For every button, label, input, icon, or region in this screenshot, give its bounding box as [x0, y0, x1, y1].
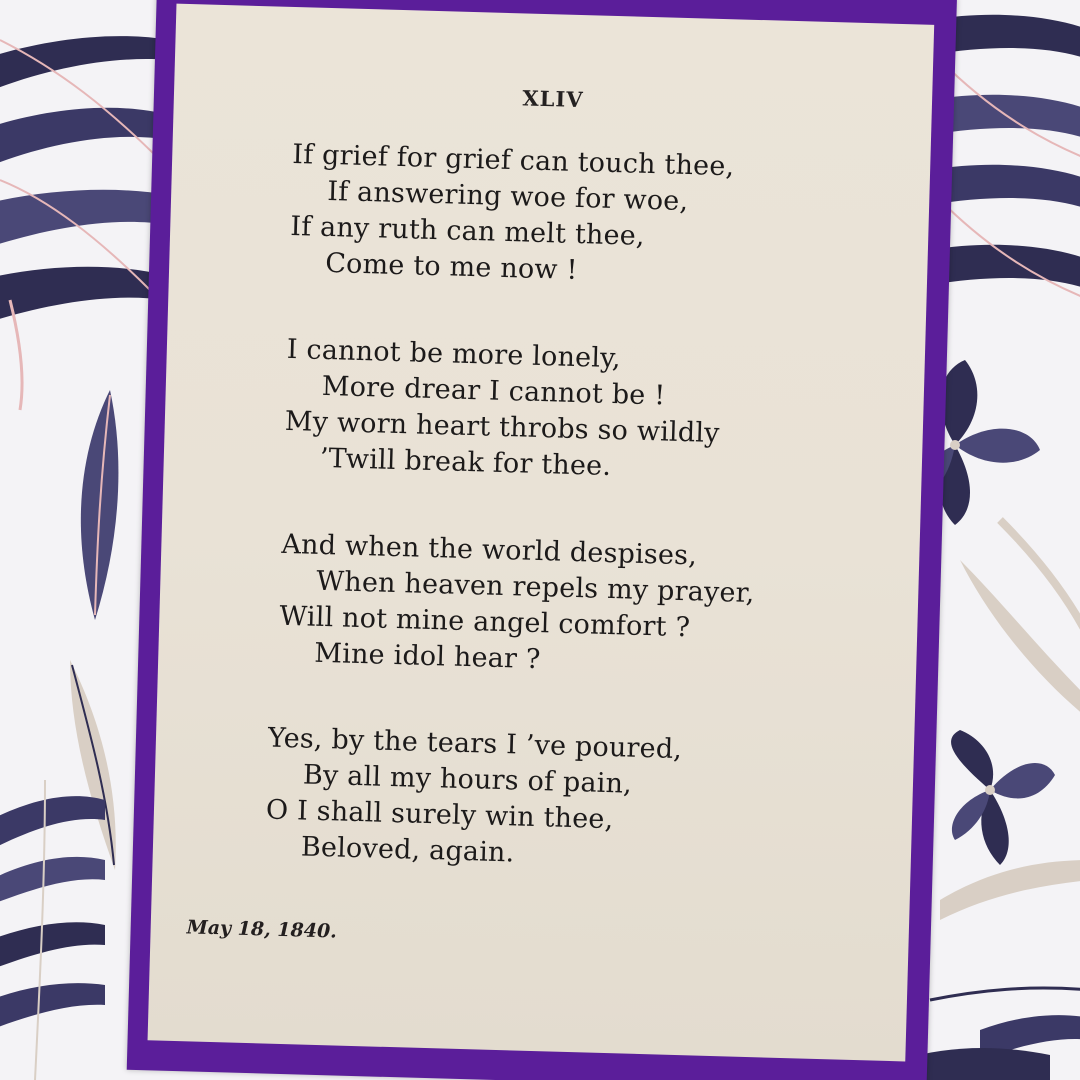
light-leaf-icon	[960, 520, 1080, 720]
poem-text	[148, 4, 935, 1062]
poem-line: If any ruth can melt thee,	[289, 210, 646, 252]
poem-line: Yes, by the tears I ’ve poured,	[267, 722, 683, 766]
book-page	[148, 4, 935, 1062]
poem-line: By all my hours of pain,	[302, 759, 633, 800]
poem-line: If answering woe for woe,	[326, 175, 689, 218]
poem-line: When heaven repels my prayer,	[315, 565, 755, 610]
stanza	[264, 721, 682, 877]
light-leaf-icon	[70, 660, 116, 870]
flower-icon	[951, 730, 1055, 865]
poem-line: Come to me now !	[324, 247, 578, 286]
light-leaf-icon	[930, 860, 1080, 1000]
poem-line: I cannot be more lonely,	[286, 333, 622, 375]
fern-leaf-icon	[0, 780, 105, 1080]
stanza	[278, 527, 756, 684]
stanza	[283, 332, 722, 488]
poem-number: XLIV	[522, 85, 584, 113]
poem-line: And when the world despises,	[281, 528, 698, 572]
poem-line: My worn heart throbs so wildly	[284, 405, 721, 450]
poem-line: Will not mine angel comfort ?	[279, 600, 691, 644]
poem-line: If grief for grief can touch thee,	[291, 138, 735, 183]
poem-line: ’Twill break for thee.	[319, 442, 612, 482]
stanza	[289, 137, 735, 293]
purple-frame	[127, 0, 957, 1080]
poem-line: O I shall surely win thee,	[265, 794, 614, 836]
poem-date: May 18, 1840.	[186, 916, 338, 943]
poem-line: More drear I cannot be !	[321, 370, 666, 412]
poem-line: Beloved, again.	[300, 831, 515, 869]
poem-line: Mine idol hear ?	[313, 637, 542, 676]
fern-leaf-icon	[0, 36, 170, 325]
leaf-icon	[10, 300, 118, 620]
